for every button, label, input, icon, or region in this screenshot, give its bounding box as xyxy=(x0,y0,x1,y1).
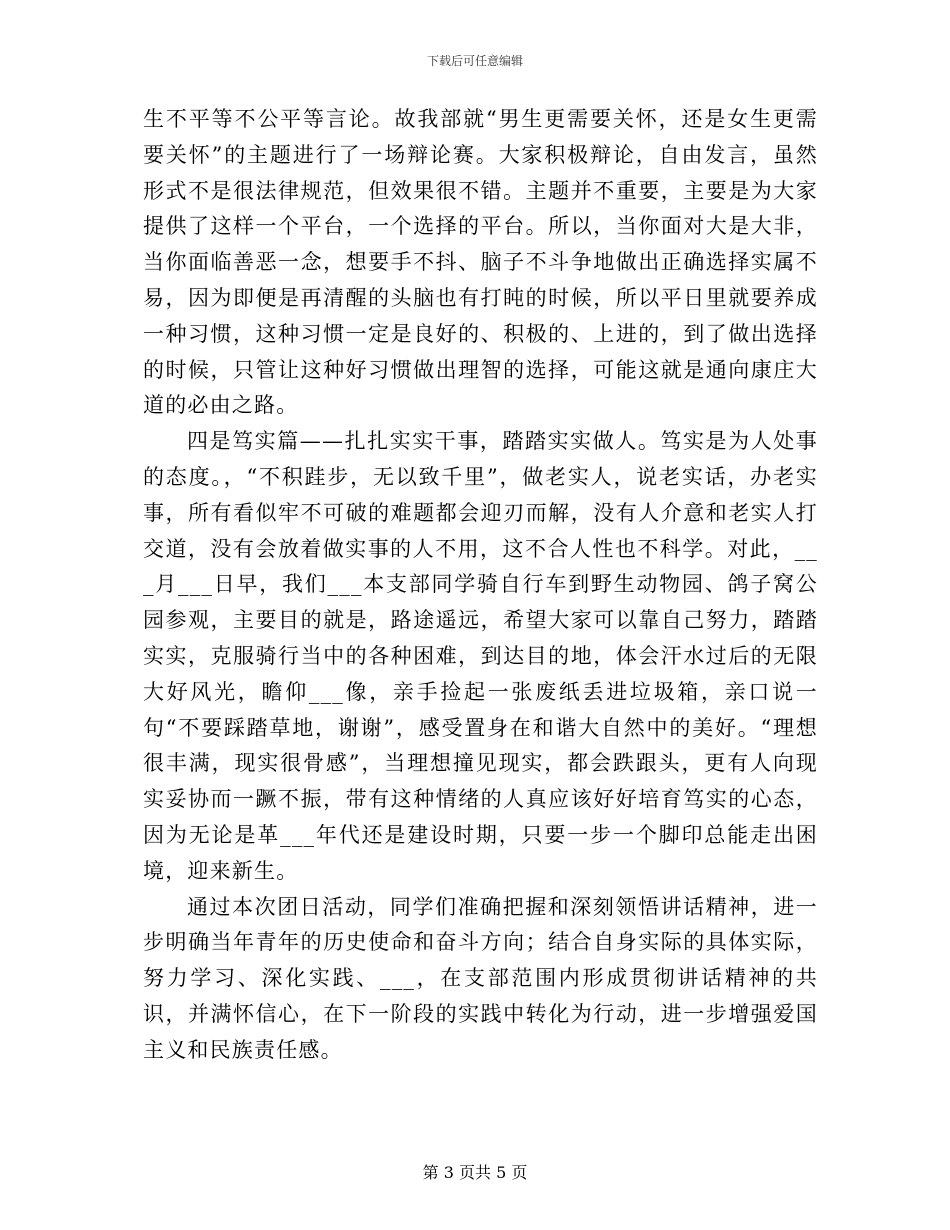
document-body xyxy=(143,102,818,1069)
page-header: 下载后可任意编辑 xyxy=(426,54,523,68)
paragraph-summary: 通过本次团日活动，同学们准确把握和深刻领悟讲话精神，进一步明确当年青年的历史使命和奋斗方向；结合自身实际的具体实际，努力学习、深化实践、___，在支部范围内形成贯彻讲话精神的共识，并满怀信心，在下一阶段的实践中转化为行动，进一步增强爱国主义和民族责任感。 xyxy=(143,894,818,1062)
paragraph-dushi: 四是笃实篇——扎扎实实干事，踏踏实实做人。笃实是为人处事的态度。，“不积跬步，无以致千里”，做老实人，说老实话，办老实事，所有看似牢不可破的难题都会迎刃而解，没有人介意和老实人打交道，没有会放着做实事的人不用，这不合人性也不科学。对此，___月___日早，我们___本支部同学骑自行车到野生动物园、鸽子窝公园参观，主要目的就是，路途遥远，希望大家可以靠自己努力，踏踏实实，克服骑行当中的各种困难，到达目的地，体会汗水过后的无限大好风光，瞻仰___像，亲手捡起一张废纸丢进垃圾箱，亲口说一句“不要踩踏草地，谢谢”，感受置身在和谐大自然中的美好。“理想很丰满，现实很骨感”，当理想撞见现实，都会跌跟头，更有人向现实妥协而一蹶不振，带有这种情绪的人真应该好好培育笃实的心态，因为无论是革___年代还是建设时期，只要一步一个脚印总能走出困境，迎来新生。 xyxy=(143,429,818,883)
paragraph-continued: 生不平等不公平等言论。故我部就“男生更需要关怀，还是女生更需要关怀”的主题进行了一场辩论赛。大家积极辩论，自由发言，虽然形式不是很法律规范，但效果很不错。主题并不重要，主要是为大家提供了这样一个平台，一个选择的平台。所以，当你面对大是大非，当你面临善恶一念，想要手不抖、脑子不斗争地做出正确选择实属不易，因为即便是再清醒的头脑也有打盹的时候，所以平日里就要养成一种习惯，这种习惯一定是良好的、积极的、上进的，到了做出选择的时候，只管让这种好习惯做出理智的选择，可能这就是通向康庄大道的必由之路。 xyxy=(143,107,818,418)
page-number: 第 3 页共 5 页 xyxy=(422,1163,528,1182)
